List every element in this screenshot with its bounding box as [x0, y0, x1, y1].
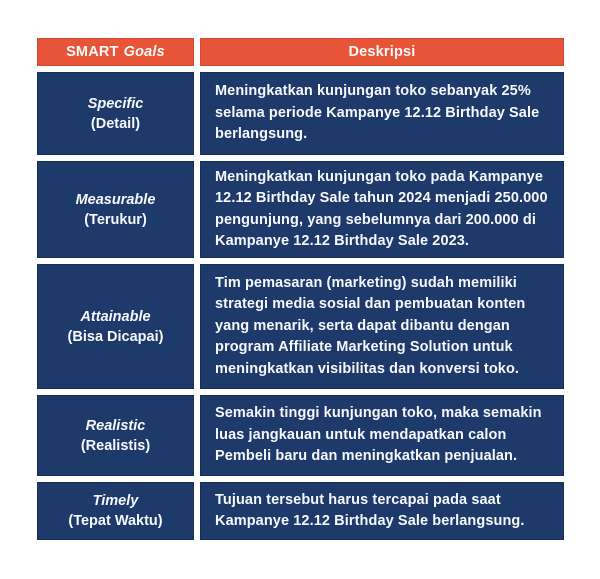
goal-cell-measurable: [37, 161, 194, 258]
goal-name: Specific: [87, 95, 144, 112]
smart-goals-table: [37, 38, 564, 540]
goal-translation: (Detail): [90, 115, 141, 132]
goal-name: Measurable: [75, 191, 156, 208]
goal-cell-timely: [37, 482, 194, 540]
goal-name: Attainable: [80, 308, 151, 325]
header-smart-label: SMART: [66, 44, 119, 60]
description-cell-measurable: [200, 161, 564, 258]
goal-translation: (Realistis): [80, 437, 151, 454]
description-cell-realistic: [200, 395, 564, 476]
goal-translation: (Tepat Waktu): [68, 513, 163, 529]
header-goals-label: Goals: [123, 44, 165, 60]
description-text: Tujuan tersebut harus tercapai pada saat Kampanye 12.12 Birthday Sale berlangsung.: [215, 491, 525, 529]
header-deskripsi: [200, 38, 564, 66]
goal-cell-specific: [37, 72, 194, 155]
goal-name: Timely: [92, 493, 139, 509]
description-cell-attainable: [200, 264, 564, 389]
goal-translation: (Terukur): [84, 211, 147, 228]
description-text: Tim pemasaran (marketing) sudah memiliki strategi media sosial dan pembuatan konten yang menarik, serta dapat dibantu dengan program Affiliate Marketing Solution untuk meningkatkan visibilitas dan konversi toko.: [215, 274, 526, 377]
header-smart-goals: [37, 38, 194, 66]
goal-cell-realistic: [37, 395, 194, 476]
header-deskripsi-label: Deskripsi: [348, 44, 416, 60]
description-text: Meningkatkan kunjungan toko pada Kampanye 12.12 Birthday Sale tahun 2024 menjadi 250.000 pengunjung, yang sebelumnya dari 200.000 di Kampanye 12.12 Birthday Sale 2023.: [215, 168, 548, 249]
description-text: Semakin tinggi kunjungan toko, maka semakin luas jangkauan untuk mendapatkan calon Pembeli baru dan meningkatkan penjualan.: [215, 405, 542, 465]
description-text: Meningkatkan kunjungan toko sebanyak 25% selama periode Kampanye 12.12 Birthday Sale berlangsung.: [215, 83, 540, 143]
goal-translation: (Bisa Dicapai): [67, 328, 164, 345]
description-cell-specific: [200, 72, 564, 155]
description-cell-timely: [200, 482, 564, 540]
goal-name: Realistic: [85, 417, 146, 434]
goal-cell-attainable: [37, 264, 194, 389]
